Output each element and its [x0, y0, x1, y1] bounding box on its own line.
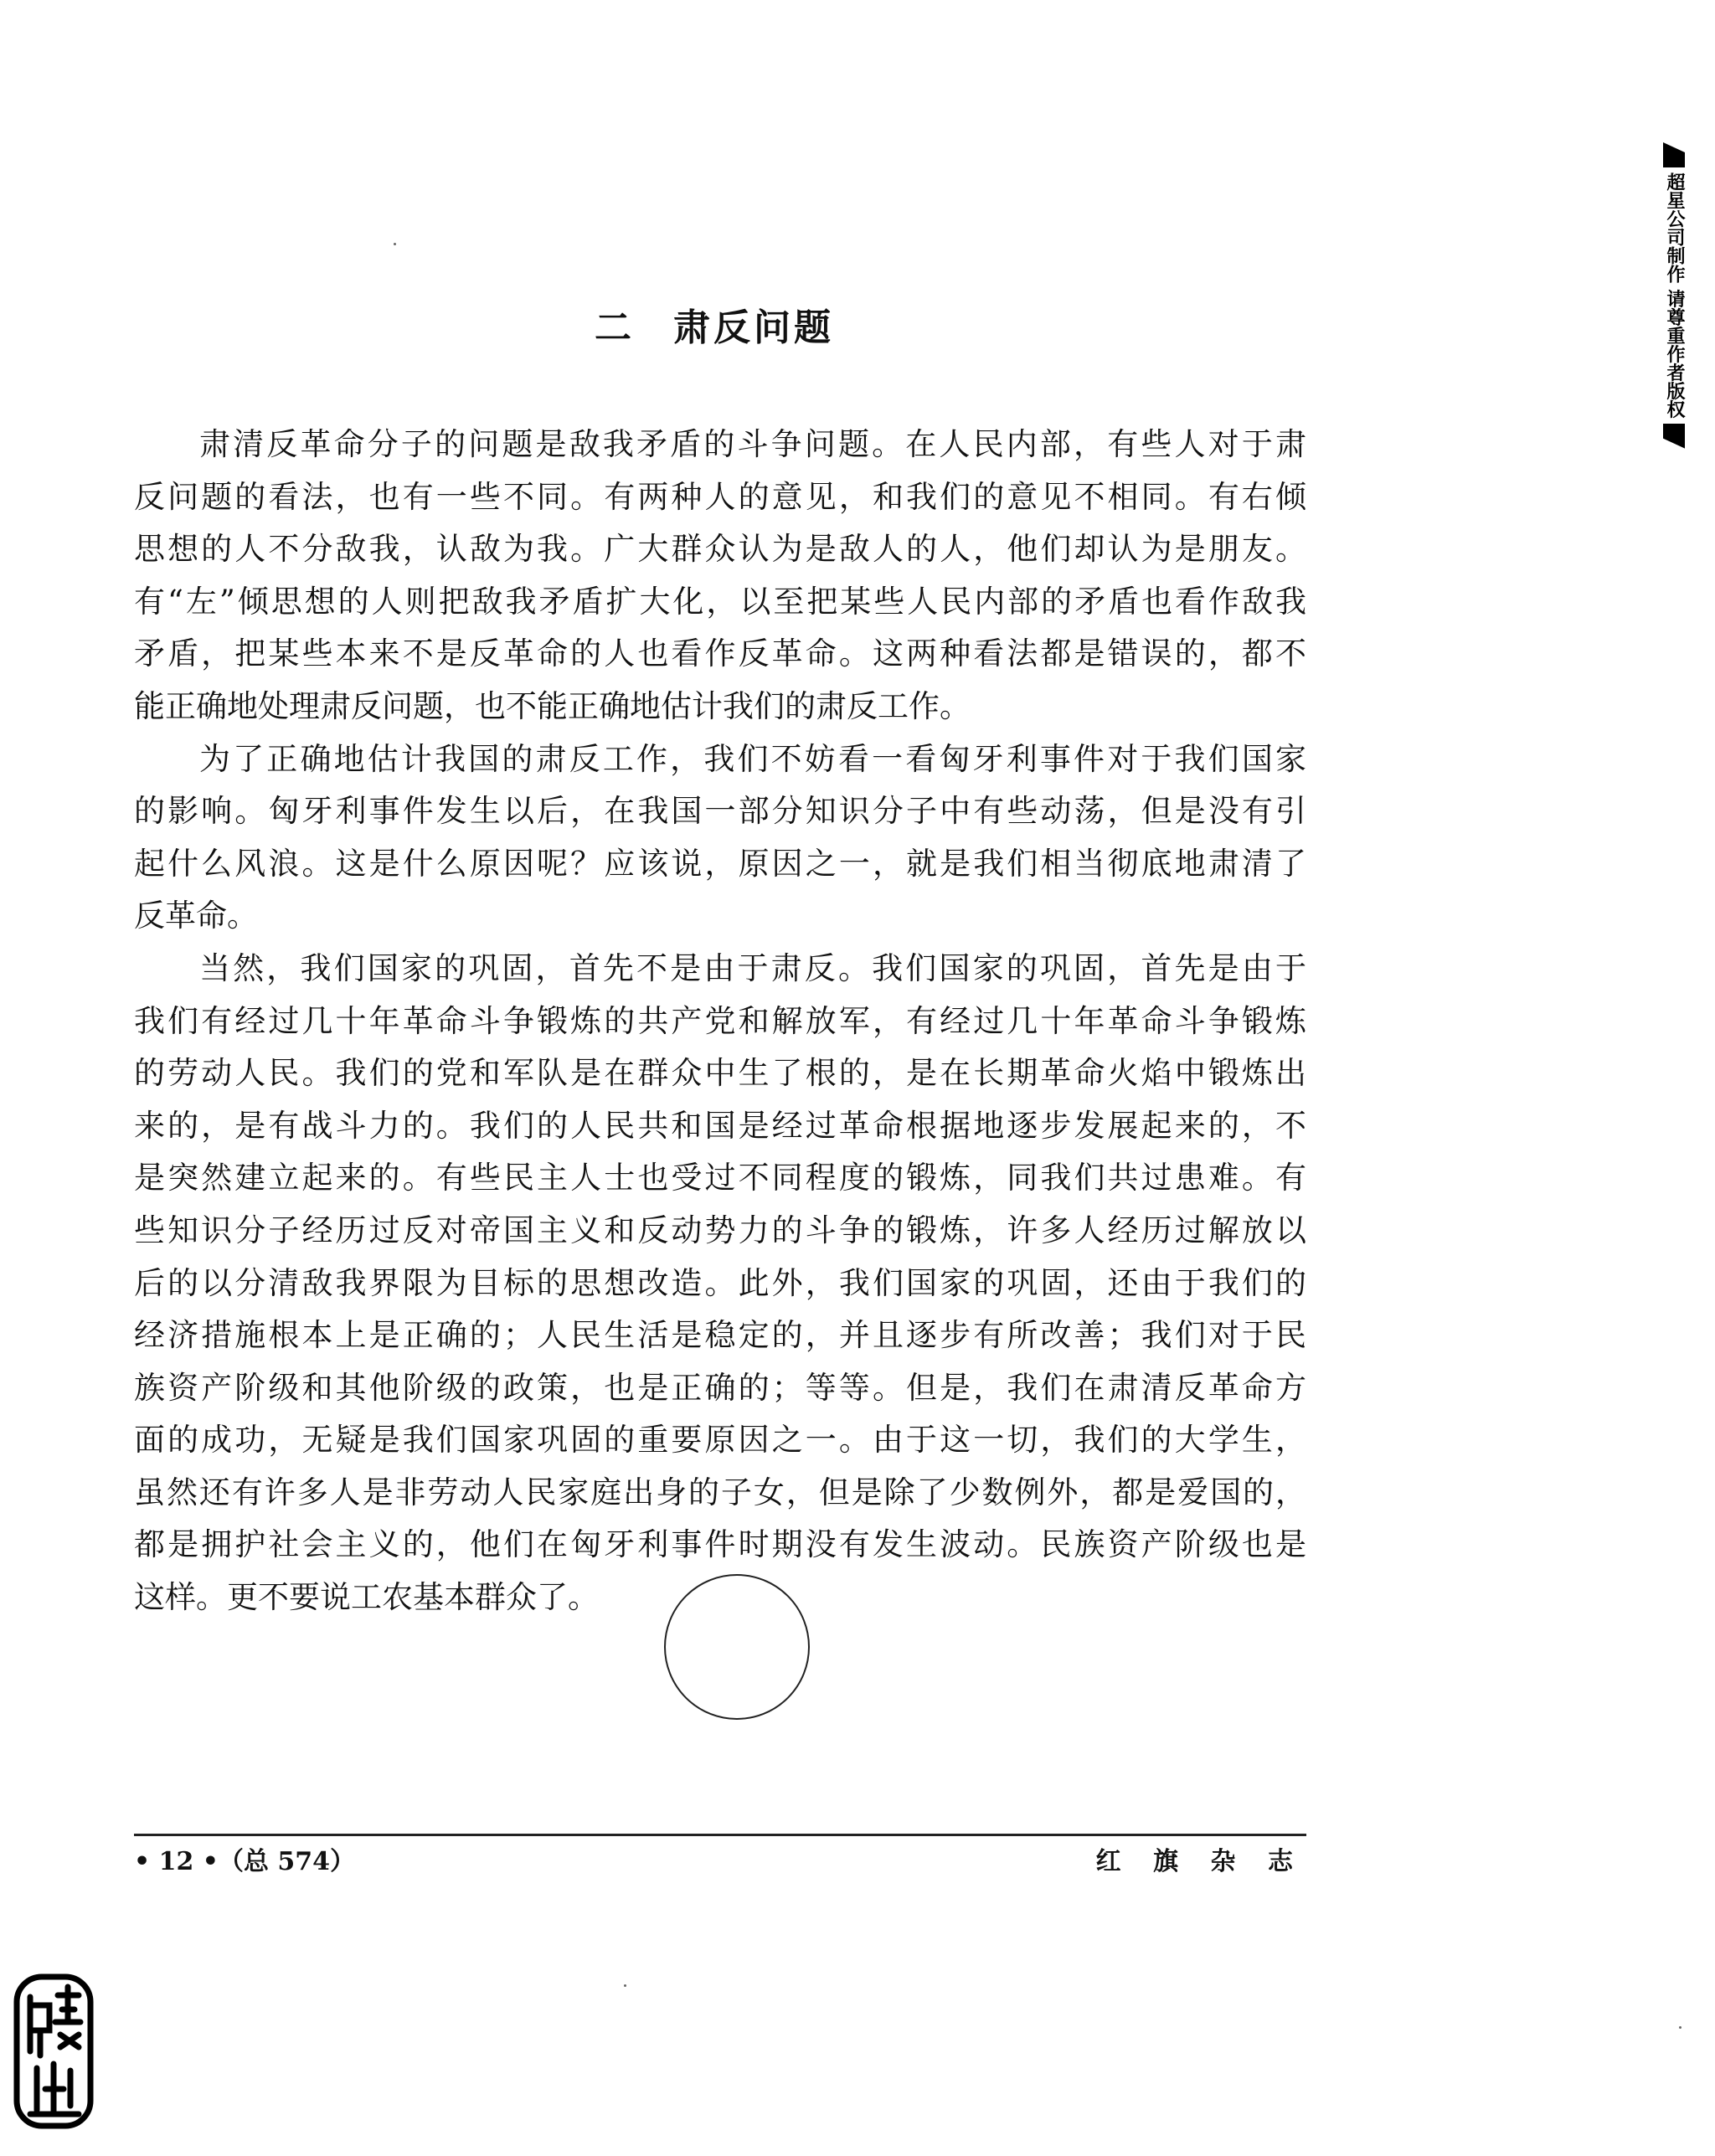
text-line: 族资产阶级和其他阶级的政策，也是正确的；等等。但是，我们在肃清反革命方 [134, 1369, 1306, 1406]
scan-speck [624, 1984, 626, 1987]
scan-speck [394, 243, 396, 245]
text-line: 的影响。匈牙利事件发生以后，在我国一部分知识分子中有些动荡，但是没有引 [134, 793, 1306, 830]
text-line: 有“左”倾思想的人则把敌我矛盾扩大化，以至把某些人民内部的矛盾也看作敌我 [134, 583, 1306, 620]
copyright-strip-text: 超星公司制作 请尊重作者版权 [1664, 172, 1685, 419]
circle-mark [664, 1574, 810, 1720]
text-line: 思想的人不分敌我，认敌为我。广大群众认为是敌人的人，他们却认为是朋友。 [134, 531, 1306, 568]
text-line: 反问题的看法，也有一些不同。有两种人的意见，和我们的意见不相同。有右倾 [134, 478, 1306, 515]
text-line: 来的，是有战斗力的。我们的人民共和国是经过革命根据地逐步发展起来的，不 [134, 1107, 1306, 1144]
text-line: 当然，我们国家的巩固，首先不是由于肃反。我们国家的巩固，首先是由于 [199, 949, 1306, 986]
text-line: 反革命。 [134, 898, 258, 934]
paragraph [134, 943, 1306, 1624]
scan-speck [1679, 2026, 1682, 2029]
strip-top-mark [1663, 142, 1685, 167]
section-title [0, 297, 1429, 351]
library-seal-icon [12, 1972, 95, 2131]
text-line: 虽然还有许多人是非劳动人民家庭出身的子女，但是除了少数例外，都是爱国的， [134, 1474, 1306, 1510]
section-title-text: 肃反问题 [673, 306, 834, 349]
text-line: 是突然建立起来的。有些民主人士也受过不同程度的锻炼，同我们共过患难。有 [134, 1160, 1306, 1196]
text-line: 的劳动人民。我们的党和军队是在群众中生了根的，是在长期革命火焰中锻炼出 [134, 1055, 1306, 1092]
text-line: 我们有经过几十年革命斗争锻炼的共产党和解放军，有经过几十年革命斗争锻炼 [134, 1002, 1306, 1039]
text-line: 经济措施根本上是正确的；人民生活是稳定的，并且逐步有所改善；我们对于民 [134, 1317, 1306, 1354]
text-line: 这样。更不要说工农基本群众了。 [134, 1579, 599, 1616]
text-line: 面的成功，无疑是我们国家巩固的重要原因之一。由于这一切，我们的大学生， [134, 1422, 1306, 1459]
text-line: 矛盾，把某些本来不是反革命的人也看作反革命。这两种看法都是错误的，都不 [134, 635, 1306, 672]
text-line: 起什么风浪。这是什么原因呢？应该说，原因之一，就是我们相当彻底地肃清了 [134, 845, 1306, 882]
body-text [134, 419, 1306, 1624]
text-line: 些知识分子经历过反对帝国主义和反动势力的斗争的锻炼，许多人经历过解放以 [134, 1212, 1306, 1248]
journal-name: 红 旗 杂 志 [1095, 1847, 1305, 1876]
page-number: • 12 •（总 574） [134, 1847, 356, 1876]
footer-rule [134, 1834, 1306, 1836]
copyright-strip [1656, 142, 1692, 449]
paragraph [134, 733, 1306, 943]
text-line: 都是拥护社会主义的，他们在匈牙利事件时期没有发生波动。民族资产阶级也是 [134, 1526, 1306, 1563]
text-line: 后的以分清敌我界限为目标的思想改造。此外，我们国家的巩固，还由于我们的 [134, 1264, 1306, 1301]
text-line: 为了正确地估计我国的肃反工作，我们不妨看一看匈牙利事件对于我们国家 [199, 740, 1306, 777]
paragraph [134, 419, 1306, 733]
section-number: 二 [595, 306, 635, 349]
strip-bottom-mark [1663, 424, 1685, 449]
text-line: 肃清反革命分子的问题是敌我矛盾的斗争问题。在人民内部，有些人对于肃 [199, 426, 1306, 462]
text-line: 能正确地处理肃反问题，也不能正确地估计我们的肃反工作。 [134, 687, 971, 724]
